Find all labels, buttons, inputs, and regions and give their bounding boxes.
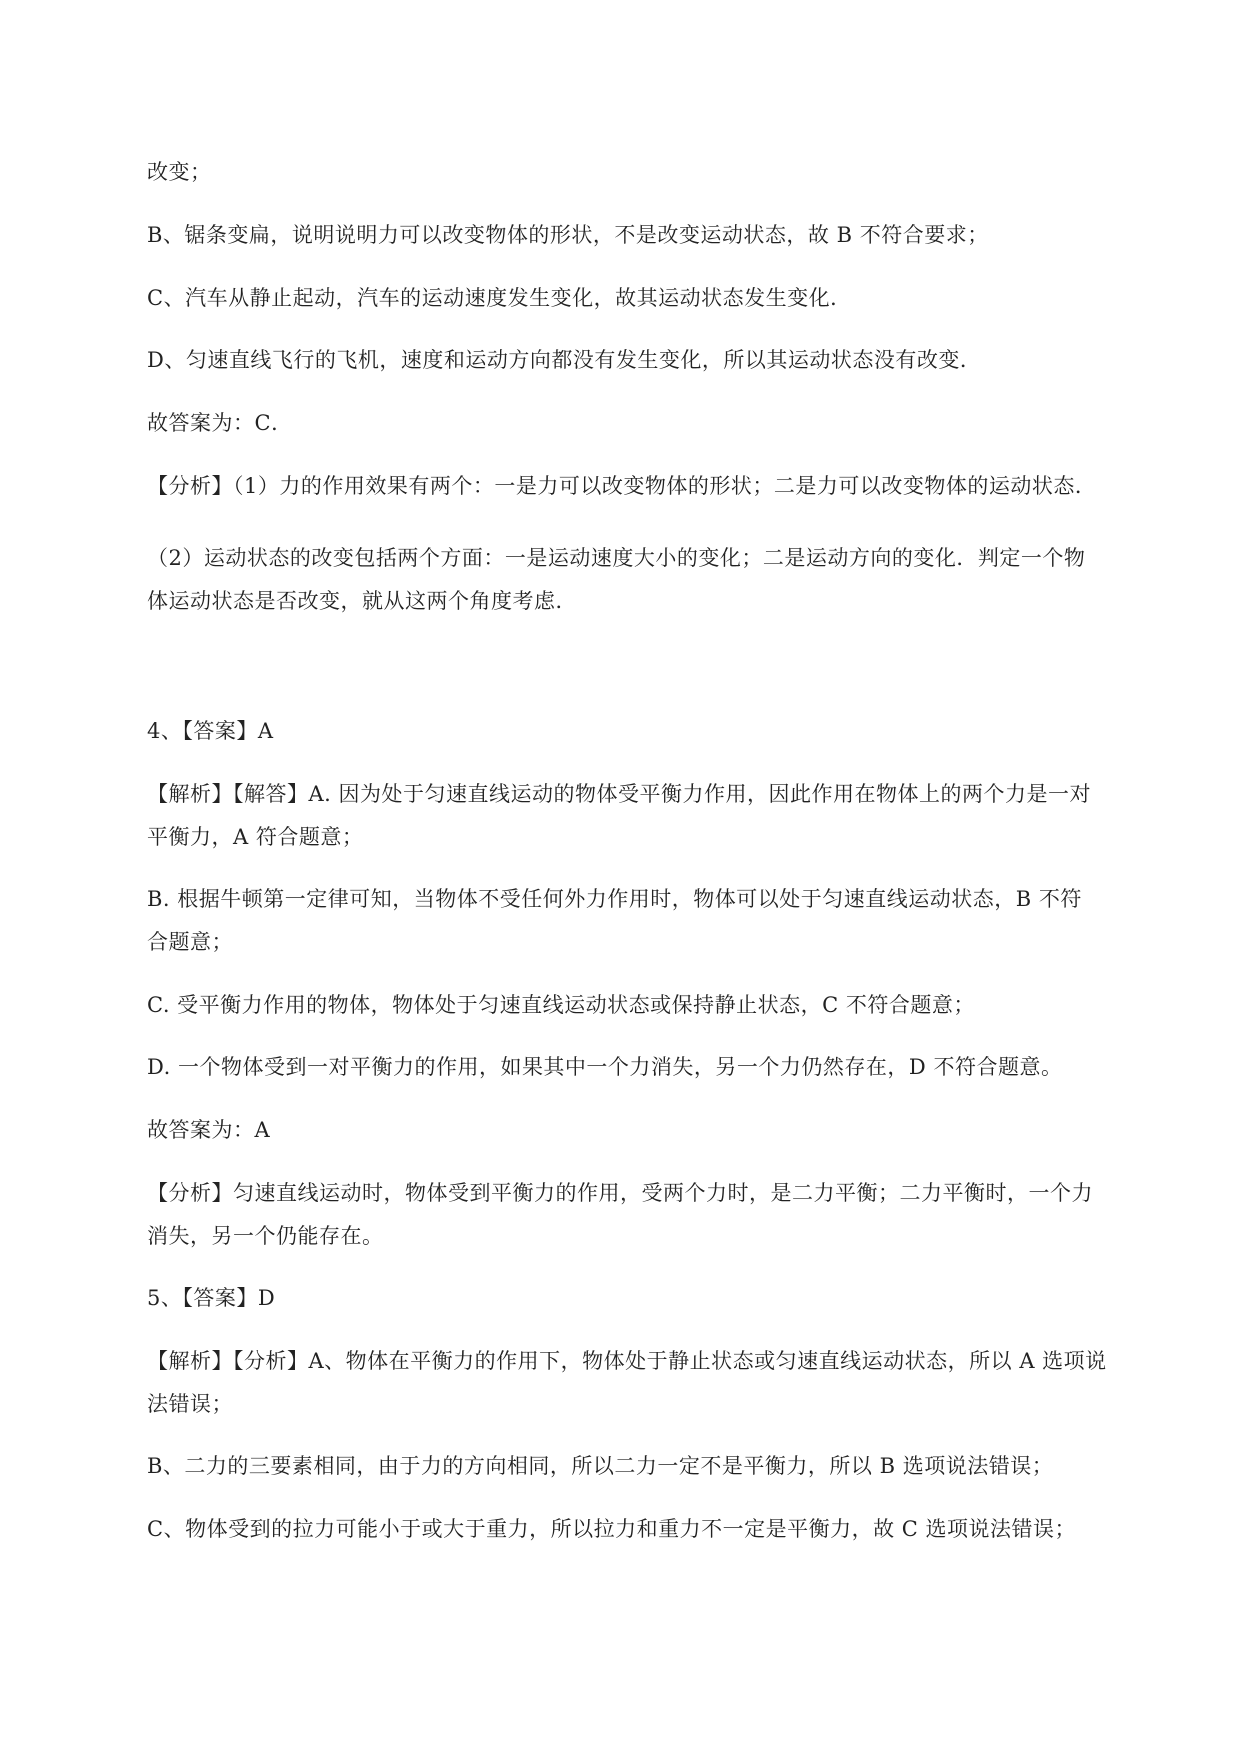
text-line: 【解析】【解答】A. 因为处于匀速直线运动的物体受平衡力作用，因此作用在物体上的两个力是一对	[147, 782, 1092, 806]
text-line: B、锯条变扁，说明说明力可以改变物体的形状，不是改变运动状态，故 B 不符合要求；	[147, 223, 989, 247]
text-line: 故答案为：A	[147, 1118, 271, 1142]
text-line: 平衡力，A 符合题意；	[147, 825, 364, 849]
text-line: D、匀速直线飞行的飞机，速度和运动方向都没有发生变化，所以其运动状态没有改变．	[147, 348, 982, 372]
text-line: （2）运动状态的改变包括两个方面：一是运动速度大小的变化；二是运动方向的变化．判定一个物	[147, 546, 1086, 570]
text-line: C. 受平衡力作用的物体，物体处于匀速直线运动状态或保持静止状态，C 不符合题意；	[147, 993, 975, 1017]
text-line: D. 一个物体受到一对平衡力的作用，如果其中一个力消失，另一个力仍然存在，D 不符合题意。	[147, 1055, 1063, 1079]
text-line: 【解析】【分析】A、物体在平衡力的作用下，物体处于静止状态或匀速直线运动状态，所以 A 选项说	[147, 1349, 1107, 1373]
text-line: 5、【答案】D	[147, 1286, 276, 1310]
text-line: 改变；	[147, 160, 212, 184]
text-line: 体运动状态是否改变，就从这两个角度考虑．	[147, 589, 577, 613]
text-line: C、物体受到的拉力可能小于或大于重力，所以拉力和重力不一定是平衡力，故 C 选项说法错误；	[147, 1517, 1076, 1541]
text-line: 合题意；	[147, 930, 233, 954]
text-line: 4、【答案】A	[147, 719, 274, 743]
text-line: C、汽车从静止起动，汽车的运动速度发生变化，故其运动状态发生变化．	[147, 286, 852, 310]
text-line: 法错误；	[147, 1392, 233, 1416]
text-line: 消失，另一个仍能存在。	[147, 1224, 384, 1248]
text-line: 【分析】匀速直线运动时，物体受到平衡力的作用，受两个力时，是二力平衡；二力平衡时，一个力	[147, 1181, 1093, 1205]
text-line: B、二力的三要素相同，由于力的方向相同，所以二力一定不是平衡力，所以 B 选项说法错误；	[147, 1454, 1054, 1478]
text-line: B. 根据牛顿第一定律可知，当物体不受任何外力作用时，物体可以处于匀速直线运动状态，B 不符	[147, 887, 1082, 911]
text-line: 故答案为：C．	[147, 411, 293, 435]
text-line: 【分析】（1）力的作用效果有两个：一是力可以改变物体的形状；二是力可以改变物体的运动状态．	[147, 474, 1097, 498]
